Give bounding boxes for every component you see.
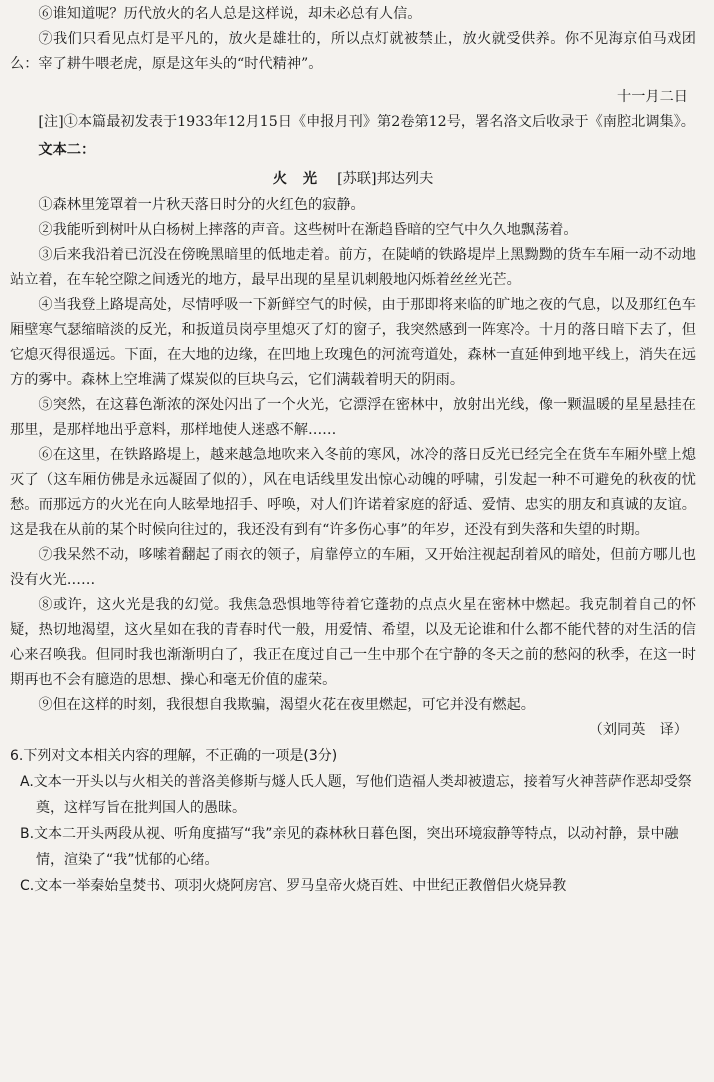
- text1-paragraph-6: ⑥谁知道呢？历代放火的名人总是这样说，却未必总有人信。: [38, 6, 422, 22]
- text1-footnote: [注]①本篇最初发表于1933年12月15日《申报月刊》第2卷第12号，署名洛文后收录于《南腔北调集》。: [38, 114, 695, 130]
- text2-paragraph: ②我能听到树叶从白杨树上摔落的声音。这些树叶在渐趋昏暗的空气中久久地飘荡着。: [38, 222, 578, 238]
- text-two: [10, 137, 696, 743]
- question6-stem: 6.下列对文本相关内容的理解，不正确的一项是(3分): [10, 748, 338, 764]
- question-6: [10, 743, 696, 899]
- text1-paragraph-7: ⑦我们只看见点灯是平凡的，放火是雄壮的，所以点灯就被禁止，放火就受供养。你不见海京伯马戏团么：宰了耕牛喂老虎，原是这年头的“时代精神”。: [10, 31, 696, 72]
- text2-translator: （刘同英 译）: [588, 722, 688, 738]
- text2-paragraph: ⑧或许，这火光是我的幻觉。我焦急恐惧地等待着它蓬勃的点点火星在密林中燃起。我克制着自己的怀疑，热切地渴望，这火星如在我的青春时代一般，用爱情、希望，以及无论谁和什么都不能代替的对生活的信心来召唤我。但同时我也渐渐明白了，我正在度过自己一生中那个在宁静的冬天之前的愁闷的秋季，在这一时期再也不会有臆造的思想、操心和毫无价值的虚荣。: [10, 597, 696, 688]
- question6-option-c: C.文本一举秦始皇焚书、项羽火烧阿房宫、罗马皇帝火烧百姓、中世纪正教僧侣火烧异教: [20, 878, 567, 894]
- text2-paragraph: ⑤突然，在这暮色渐浓的深处闪出了一个火光，它漂浮在密林中，放射出光线，像一颗温暖的星星悬挂在那里，是那样地出乎意料，那样地使人迷惑不解……: [10, 397, 696, 438]
- text2-title: 火光: [272, 171, 334, 187]
- text2-paragraph: ④当我登上路堤高处，尽情呼吸一下新鲜空气的时候，由于那即将来临的旷地之夜的气息，以及那红色车厢壁寒气瑟缩暗淡的反光，和扳道员岗亭里熄灭了灯的窗子，我突然感到一阵寒冷。十月的落日暗下去了，但它熄灭得很遥远。下面，在大地的边缘，在凹地上玫瑰色的河流弯道处，森林一直延伸到地平线上，消失在远方的雾中。森林上空堆满了煤炭似的巨块乌云，它们满载着明天的阴雨。: [10, 297, 696, 388]
- text1-date: 十一月二日: [617, 89, 688, 105]
- text2-paragraph: ①森林里笼罩着一片秋天落日时分的火红色的寂静。: [38, 197, 365, 213]
- text2-author: [苏联]邦达列夫: [337, 171, 434, 187]
- text2-label: 文本二：: [38, 142, 96, 158]
- question6-option-b: B.文本二开头两段从视、听角度描写“我”亲见的森林秋日暮色图，突出环境寂静等特点，以动衬静，景中融情，渲染了“我”忧郁的心绪。: [20, 826, 679, 868]
- text2-paragraph: ⑦我呆然不动，哆嗦着翻起了雨衣的领子，肩靠停立的车厢，又开始注视起刮着风的暗处，但前方哪儿也没有火光……: [10, 547, 696, 588]
- question6-option-a: A.文本一开头以与火相关的普洛美修斯与燧人氏人题，写他们造福人类却被遗忘，接着写火神菩萨作恶却受祭奠，这样写旨在批判国人的愚昧。: [20, 774, 692, 816]
- text2-paragraph: ③后来我沿着已沉没在傍晚黑暗里的低地走着。前方，在陡峭的铁路堤岸上黑黝黝的货车车厢一动不动地站立着，在车轮空隙之间透光的地方，最早出现的星星讥刺般地闪烁着丝丝光芒。: [10, 247, 696, 288]
- text2-paragraph: ⑥在这里，在铁路路堤上，越来越急地吹来入冬前的寒风，冰冷的落日反光已经完全在货车车厢外壁上熄灭了（这车厢仿佛是永远凝固了似的），风在电话线里发出惊心动魄的呼啸，引发起一种不可避免的秋夜的忧愁。而那远方的火光在向人眩晕地招手、呼唤，对人们许诺着家庭的舒适、爱情、忠实的朋友和真诚的友谊。这是我在从前的某个时候向往过的，我还没有到有“许多伤心事”的年岁，还没有到失落和失望的时期。: [10, 447, 696, 538]
- text-one-ending: [10, 2, 696, 135]
- text2-heading: [10, 165, 696, 193]
- text2-paragraph: ⑨但在这样的时刻，我很想自我欺骗，渴望火花在夜里燃起，可它并没有燃起。: [38, 697, 535, 713]
